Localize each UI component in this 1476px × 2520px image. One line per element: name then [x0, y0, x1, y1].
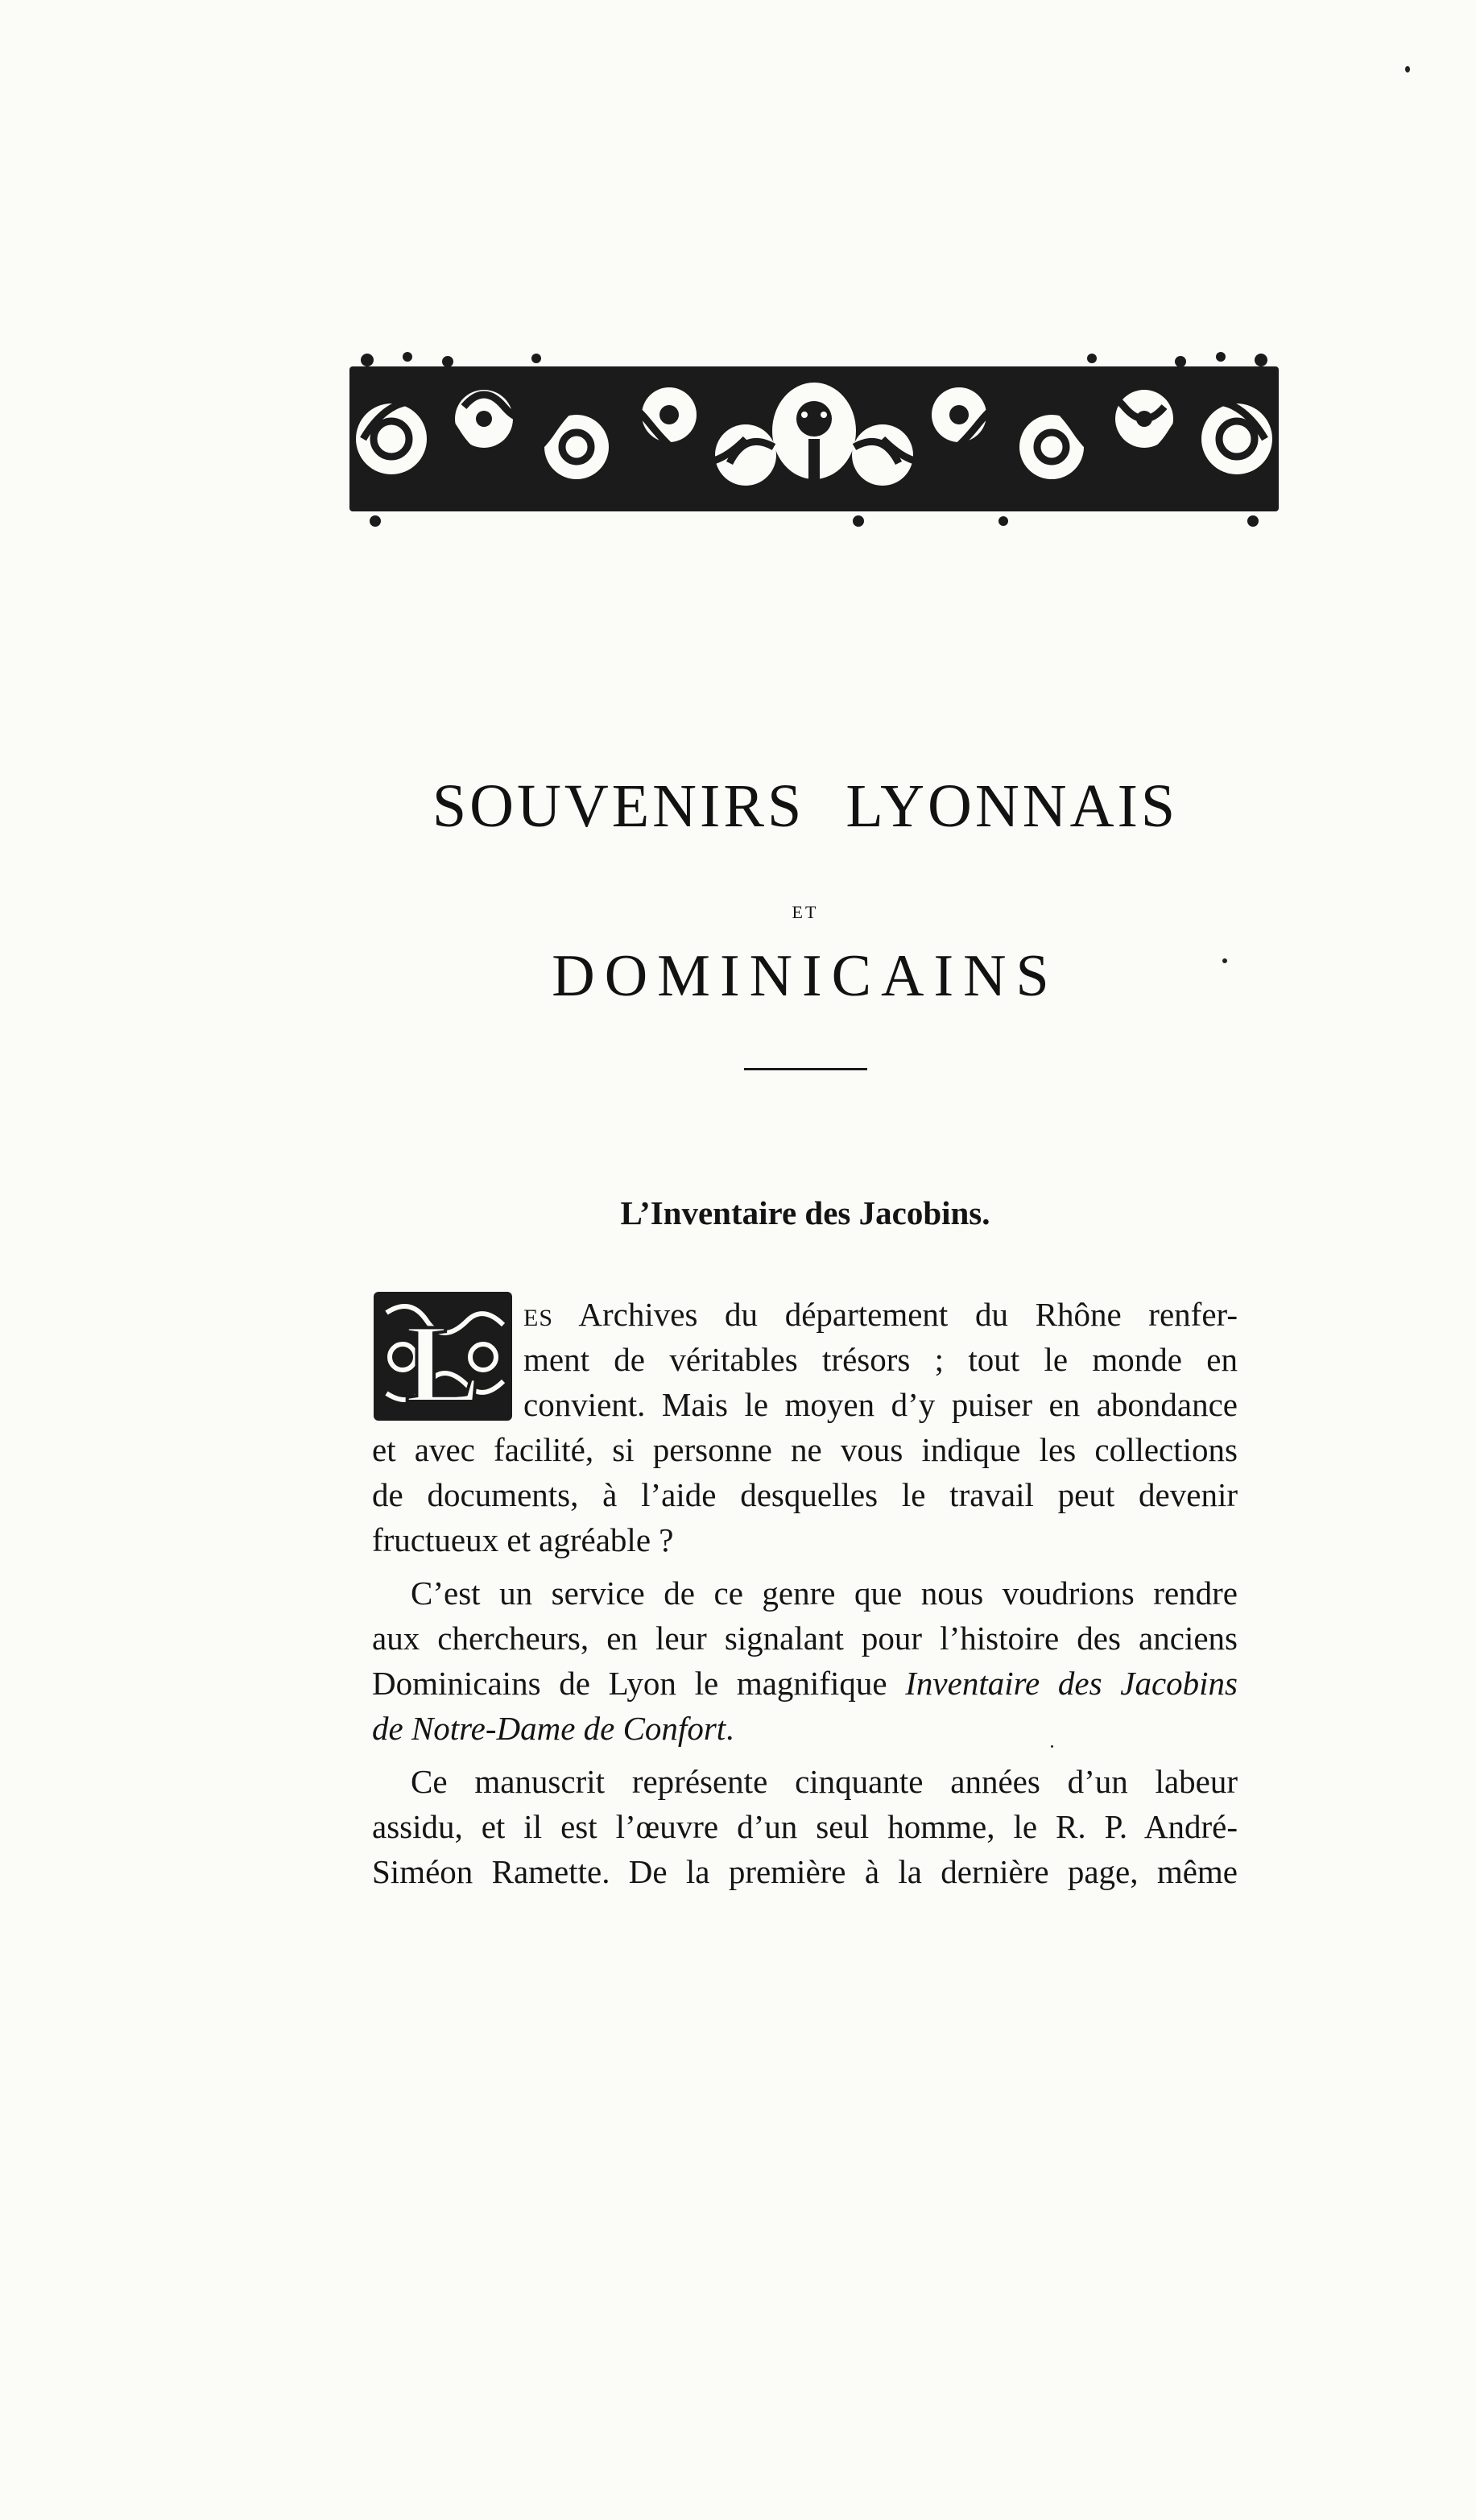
title-rule: [744, 1068, 867, 1070]
body-line-1-text: Archives du département du Rhône renfer-: [553, 1296, 1238, 1333]
body-line-7: C’est un service de ce genre que nous voudrions rendre: [411, 1574, 1238, 1612]
body-line-2: ment de véritables trésors ; tout le monde en: [523, 1341, 1238, 1378]
body-line-6: fructueux et agréable ?: [372, 1521, 674, 1558]
body-line-3: convient. Mais le moyen d’y puiser en abondance: [523, 1386, 1238, 1423]
title-line-2: DOMINICAINS: [552, 943, 1059, 1009]
dropcap-graphic: [370, 1289, 515, 1424]
body-line-1-smallcaps: ES: [523, 1305, 554, 1331]
body-line-4: et avec facilité, si personne ne vous indique les collections: [372, 1431, 1238, 1468]
body-line-1: [523, 1292, 1238, 1341]
headpiece-ornament: [343, 342, 1285, 536]
body-line-11: Ce manuscrit représente cinquante années d’un labeur: [411, 1763, 1238, 1800]
body-line-8: aux chercheurs, en leur signalant pour l’histoire des anciens: [372, 1620, 1238, 1657]
title-line-1: SOUVENIRS LYONNAIS: [432, 772, 1179, 840]
body-line-10-italic: de Notre-Dame de Confort: [372, 1710, 726, 1747]
scan-speck: [1405, 66, 1410, 72]
dropcap-ornament: [370, 1289, 515, 1424]
body-line-10: [372, 1706, 1238, 1751]
body-line-9: [372, 1661, 1238, 1706]
body-line-9-italic: Inventaire des Jacobins: [905, 1665, 1238, 1702]
body-line-12: assidu, et il est l’œuvre d’un seul homme, le R. P. André-: [372, 1808, 1238, 1845]
body-line-10-text: .: [726, 1710, 734, 1747]
body-line-5: de documents, à l’aide desquelles le travail peut devenir: [372, 1476, 1238, 1513]
body-line-9-text: Dominicains de Lyon le magnifique: [372, 1665, 906, 1702]
title-connector: ET: [792, 902, 819, 922]
body-line-13: Siméon Ramette. De la première à la dernière page, même: [372, 1853, 1238, 1890]
ornament-graphic: [343, 342, 1285, 536]
section-heading: L’Inventaire des Jacobins.: [620, 1194, 990, 1231]
dropcap-letter: L: [405, 1301, 481, 1424]
